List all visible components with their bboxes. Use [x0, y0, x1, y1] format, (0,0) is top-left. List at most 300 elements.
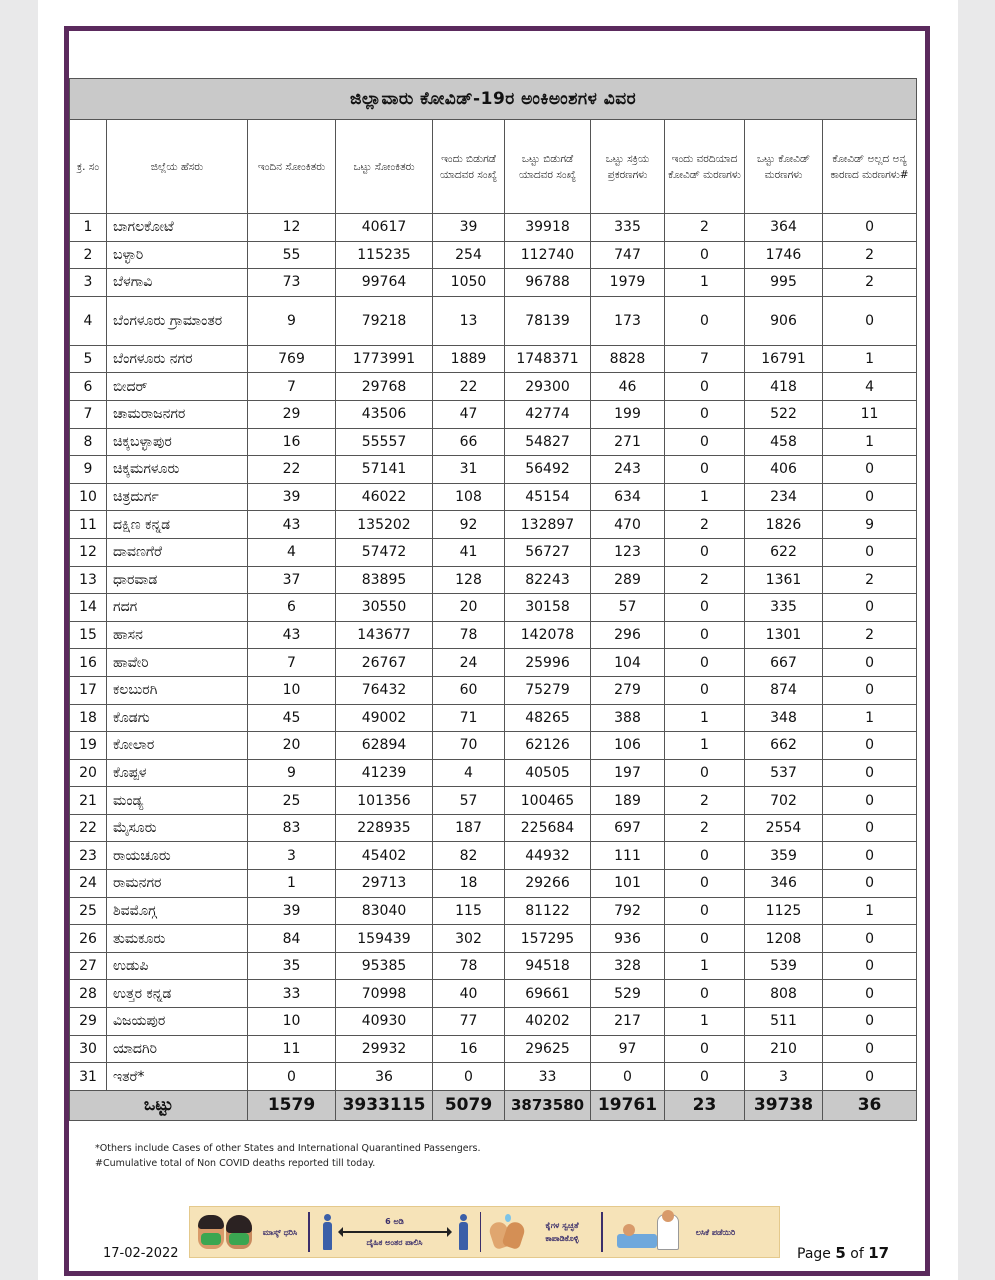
- cell-serial: 26: [70, 925, 107, 953]
- header-total-discharged: ಒಟ್ಟು ಬಿಡುಗಡೆ ಯಾದವರ ಸಂಖ್ಯೆ: [505, 120, 591, 214]
- table-row: [70, 483, 917, 511]
- district-covid-table: [69, 78, 917, 1121]
- cell-total-discharged: 29300: [505, 373, 591, 401]
- cell-today-discharged: 82: [433, 842, 505, 870]
- table-row: [70, 787, 917, 815]
- cell-total-deaths: 335: [745, 594, 823, 622]
- cell-non-covid-deaths: 2: [823, 269, 917, 297]
- table-row: [70, 594, 917, 622]
- cell-today-deaths: 2: [665, 814, 745, 842]
- cell-today-cases: 3: [248, 842, 336, 870]
- cell-today-discharged: 57: [433, 787, 505, 815]
- cell-serial: 2: [70, 241, 107, 269]
- cell-total-cases: 49002: [336, 704, 433, 732]
- cell-total-cases: 40930: [336, 1008, 433, 1036]
- cell-district: ರಾಮನಗರ: [107, 870, 248, 898]
- header-total-deaths: ಒಟ್ಟು ಕೋವಿಡ್ ಮರಣಗಳು: [745, 120, 823, 214]
- cell-total-discharged: 33: [505, 1063, 591, 1091]
- cell-today-cases: 10: [248, 676, 336, 704]
- cell-total-cases: 26767: [336, 649, 433, 677]
- cell-district: ಹಾಸನ: [107, 621, 248, 649]
- cell-today-cases: 10: [248, 1008, 336, 1036]
- distance-segment: [318, 1207, 472, 1257]
- cell-non-covid-deaths: 4: [823, 373, 917, 401]
- cell-today-cases: 35: [248, 952, 336, 980]
- cell-total-deaths: 406: [745, 456, 823, 484]
- cell-serial: 25: [70, 897, 107, 925]
- cell-active-cases: 747: [591, 241, 665, 269]
- cell-total-discharged: 29625: [505, 1035, 591, 1063]
- cell-total-deaths: 1361: [745, 566, 823, 594]
- cell-total-discharged: 40505: [505, 759, 591, 787]
- table-row: [70, 980, 917, 1008]
- cell-today-deaths: 2: [665, 566, 745, 594]
- cell-today-discharged: 31: [433, 456, 505, 484]
- page-total: 17: [868, 1244, 890, 1262]
- cell-non-covid-deaths: 0: [823, 456, 917, 484]
- cell-total-discharged: 69661: [505, 980, 591, 1008]
- page-number: [797, 1244, 889, 1262]
- cell-total-discharged: 48265: [505, 704, 591, 732]
- cell-active-cases: 279: [591, 676, 665, 704]
- cell-total-discharged: 54827: [505, 428, 591, 456]
- cell-today-deaths: 7: [665, 345, 745, 373]
- vaccine-label: ಲಸಿಕೆ ಪಡೆಯಿರಿ: [695, 1227, 736, 1237]
- cell-total-discharged: 1748371: [505, 345, 591, 373]
- cell-today-cases: 83: [248, 814, 336, 842]
- cell-serial: 13: [70, 566, 107, 594]
- table-row: [70, 214, 917, 242]
- cell-district: ಬೆಳಗಾವಿ: [107, 269, 248, 297]
- cell-active-cases: 271: [591, 428, 665, 456]
- cell-district: ದಕ್ಷಿಣ ಕನ್ನಡ: [107, 511, 248, 539]
- cell-district: ಧಾರವಾಡ: [107, 566, 248, 594]
- table-row: [70, 1035, 917, 1063]
- cell-total-cases: 1773991: [336, 345, 433, 373]
- cell-today-deaths: 0: [665, 759, 745, 787]
- cell-non-covid-deaths: 0: [823, 296, 917, 345]
- header-today-discharged: ಇಂದು ಬಿಡುಗಡೆ ಯಾದವರ ಸಂಖ್ಯೆ: [433, 120, 505, 214]
- table-header-row: [70, 120, 917, 214]
- cell-non-covid-deaths: 0: [823, 1035, 917, 1063]
- cell-total-discharged: 42774: [505, 400, 591, 428]
- total-today-deaths: 23: [665, 1090, 745, 1120]
- table-row: [70, 241, 917, 269]
- total-active-cases: 19761: [591, 1090, 665, 1120]
- cell-serial: 19: [70, 732, 107, 760]
- table-row: [70, 925, 917, 953]
- cell-total-deaths: 1746: [745, 241, 823, 269]
- cell-total-deaths: 995: [745, 269, 823, 297]
- cell-district: ಹಾವೇರಿ: [107, 649, 248, 677]
- cell-active-cases: 46: [591, 373, 665, 401]
- cell-today-discharged: 41: [433, 538, 505, 566]
- cell-today-discharged: 39: [433, 214, 505, 242]
- cell-today-deaths: 1: [665, 1008, 745, 1036]
- page-current: 5: [835, 1244, 846, 1262]
- cell-non-covid-deaths: 0: [823, 814, 917, 842]
- cell-non-covid-deaths: 0: [823, 538, 917, 566]
- header-non-covid-deaths: ಕೋವಿಡ್ ಅಲ್ಲದ ಅನ್ಯ ಕಾರಣದ ಮರಣಗಳು#: [823, 120, 917, 214]
- cell-today-deaths: 0: [665, 980, 745, 1008]
- cell-serial: 6: [70, 373, 107, 401]
- cell-serial: 12: [70, 538, 107, 566]
- cell-serial: 17: [70, 676, 107, 704]
- cell-today-discharged: 108: [433, 483, 505, 511]
- cell-total-cases: 101356: [336, 787, 433, 815]
- cell-today-cases: 29: [248, 400, 336, 428]
- cell-total-discharged: 25996: [505, 649, 591, 677]
- cell-non-covid-deaths: 2: [823, 241, 917, 269]
- cell-today-cases: 9: [248, 759, 336, 787]
- cell-district: ಇತರೆ*: [107, 1063, 248, 1091]
- cell-active-cases: 936: [591, 925, 665, 953]
- cell-total-deaths: 3: [745, 1063, 823, 1091]
- cell-total-deaths: 1208: [745, 925, 823, 953]
- cell-active-cases: 217: [591, 1008, 665, 1036]
- cell-today-cases: 1: [248, 870, 336, 898]
- table-row: [70, 842, 917, 870]
- mask-label: ಮಾಸ್ಕ್ ಧರಿಸಿ: [262, 1227, 298, 1237]
- cell-district: ಕೋಲಾರ: [107, 732, 248, 760]
- cell-today-deaths: 0: [665, 594, 745, 622]
- cell-total-deaths: 359: [745, 842, 823, 870]
- cell-active-cases: 197: [591, 759, 665, 787]
- cell-active-cases: 97: [591, 1035, 665, 1063]
- cell-serial: 3: [70, 269, 107, 297]
- cell-today-deaths: 0: [665, 373, 745, 401]
- cell-total-deaths: 667: [745, 649, 823, 677]
- safety-banner: [189, 1206, 780, 1258]
- cell-district: ಬೆಂಗಳೂರು ಗ್ರಾಮಾಂತರ: [107, 296, 248, 345]
- cell-total-cases: 115235: [336, 241, 433, 269]
- total-total-cases: 3933115: [336, 1090, 433, 1120]
- cell-today-deaths: 0: [665, 1063, 745, 1091]
- cell-today-cases: 11: [248, 1035, 336, 1063]
- header-serial: ಕ್ರ. ಸಂ: [70, 120, 107, 214]
- cell-district: ಯಾದಗಿರಿ: [107, 1035, 248, 1063]
- cell-today-discharged: 60: [433, 676, 505, 704]
- cell-total-cases: 62894: [336, 732, 433, 760]
- header-total-cases: ಒಟ್ಟು ಸೋಂಕಿತರು: [336, 120, 433, 214]
- cell-district: ಚಿಕ್ಕಮಗಳೂರು: [107, 456, 248, 484]
- cell-total-discharged: 94518: [505, 952, 591, 980]
- cell-today-cases: 55: [248, 241, 336, 269]
- cell-non-covid-deaths: 0: [823, 483, 917, 511]
- table-row: [70, 428, 917, 456]
- table-row: [70, 649, 917, 677]
- cell-today-discharged: 77: [433, 1008, 505, 1036]
- cell-today-cases: 39: [248, 897, 336, 925]
- cell-non-covid-deaths: 1: [823, 704, 917, 732]
- cell-district: ಚಿತ್ರದುರ್ಗ: [107, 483, 248, 511]
- cell-active-cases: 104: [591, 649, 665, 677]
- cell-total-discharged: 142078: [505, 621, 591, 649]
- cell-today-deaths: 2: [665, 787, 745, 815]
- cell-today-discharged: 22: [433, 373, 505, 401]
- total-today-discharged: 5079: [433, 1090, 505, 1120]
- cell-total-cases: 159439: [336, 925, 433, 953]
- table-row: [70, 566, 917, 594]
- cell-non-covid-deaths: 0: [823, 787, 917, 815]
- cell-today-cases: 43: [248, 511, 336, 539]
- cell-total-cases: 30550: [336, 594, 433, 622]
- cell-total-discharged: 56727: [505, 538, 591, 566]
- cell-today-discharged: 71: [433, 704, 505, 732]
- cell-district: ಉಡುಪಿ: [107, 952, 248, 980]
- cell-total-cases: 45402: [336, 842, 433, 870]
- cell-total-cases: 29932: [336, 1035, 433, 1063]
- cell-today-cases: 12: [248, 214, 336, 242]
- cell-serial: 28: [70, 980, 107, 1008]
- cell-district: ಉತ್ತರ ಕನ್ನಡ: [107, 980, 248, 1008]
- cell-total-discharged: 132897: [505, 511, 591, 539]
- cell-total-discharged: 96788: [505, 269, 591, 297]
- banner-divider: [601, 1212, 603, 1252]
- table-row: [70, 704, 917, 732]
- cell-active-cases: 529: [591, 980, 665, 1008]
- vaccination-icon: [617, 1212, 687, 1252]
- cell-total-discharged: 225684: [505, 814, 591, 842]
- cell-total-cases: 70998: [336, 980, 433, 1008]
- cell-serial: 15: [70, 621, 107, 649]
- cell-serial: 8: [70, 428, 107, 456]
- cell-today-deaths: 0: [665, 428, 745, 456]
- cell-district: ದಾವಣಗೆರೆ: [107, 538, 248, 566]
- cell-today-cases: 0: [248, 1063, 336, 1091]
- cell-non-covid-deaths: 0: [823, 1008, 917, 1036]
- cell-total-discharged: 81122: [505, 897, 591, 925]
- distance-top-label: 6 ಅಡಿ: [385, 1217, 404, 1226]
- masked-man-icon: [198, 1215, 224, 1249]
- total-non-covid-deaths: 36: [823, 1090, 917, 1120]
- cell-non-covid-deaths: 0: [823, 759, 917, 787]
- cell-total-deaths: 346: [745, 870, 823, 898]
- cell-today-cases: 37: [248, 566, 336, 594]
- table-row: [70, 400, 917, 428]
- cell-active-cases: 328: [591, 952, 665, 980]
- cell-total-deaths: 622: [745, 538, 823, 566]
- cell-today-deaths: 0: [665, 538, 745, 566]
- cell-non-covid-deaths: 2: [823, 621, 917, 649]
- cell-total-discharged: 78139: [505, 296, 591, 345]
- cell-active-cases: 296: [591, 621, 665, 649]
- table-row: [70, 870, 917, 898]
- cell-district: ಚಿಕ್ಕಬಳ್ಳಾಪುರ: [107, 428, 248, 456]
- cell-today-deaths: 0: [665, 897, 745, 925]
- cell-serial: 11: [70, 511, 107, 539]
- table-row: [70, 676, 917, 704]
- cell-today-deaths: 1: [665, 269, 745, 297]
- cell-total-cases: 83895: [336, 566, 433, 594]
- cell-today-cases: 25: [248, 787, 336, 815]
- cell-total-discharged: 82243: [505, 566, 591, 594]
- cell-non-covid-deaths: 0: [823, 952, 917, 980]
- cell-active-cases: 101: [591, 870, 665, 898]
- vaccine-segment: [611, 1207, 739, 1257]
- table-body: [70, 214, 917, 1091]
- table-title: ಜಿಲ್ಲಾವಾರು ಕೋವಿಡ್-19ರ ಅಂಕಿಅಂಶಗಳ ವಿವರ: [70, 79, 917, 120]
- total-total-discharged: 3873580: [505, 1090, 591, 1120]
- cell-total-deaths: 458: [745, 428, 823, 456]
- cell-today-cases: 43: [248, 621, 336, 649]
- footnote-non-covid: #Cumulative total of Non COVID deaths reported till today.: [95, 1158, 376, 1169]
- cell-serial: 24: [70, 870, 107, 898]
- cell-district: ತುಮಕೂರು: [107, 925, 248, 953]
- total-today-cases: 1579: [248, 1090, 336, 1120]
- cell-district: ಕೊಪ್ಪಳ: [107, 759, 248, 787]
- table-row: [70, 538, 917, 566]
- cell-serial: 7: [70, 400, 107, 428]
- cell-today-deaths: 2: [665, 214, 745, 242]
- cell-today-deaths: 0: [665, 456, 745, 484]
- cell-district: ಮೈಸೂರು: [107, 814, 248, 842]
- cell-today-deaths: 1: [665, 704, 745, 732]
- cell-today-discharged: 78: [433, 952, 505, 980]
- cell-non-covid-deaths: 0: [823, 842, 917, 870]
- cell-serial: 1: [70, 214, 107, 242]
- cell-non-covid-deaths: 0: [823, 732, 917, 760]
- cell-total-discharged: 157295: [505, 925, 591, 953]
- cell-total-deaths: 210: [745, 1035, 823, 1063]
- cell-today-discharged: 302: [433, 925, 505, 953]
- cell-today-cases: 769: [248, 345, 336, 373]
- cell-active-cases: 792: [591, 897, 665, 925]
- cell-today-cases: 33: [248, 980, 336, 1008]
- table-row: [70, 345, 917, 373]
- cell-today-discharged: 78: [433, 621, 505, 649]
- cell-total-deaths: 1826: [745, 511, 823, 539]
- cell-non-covid-deaths: 0: [823, 676, 917, 704]
- cell-today-discharged: 187: [433, 814, 505, 842]
- page-of: of: [850, 1246, 864, 1262]
- cell-today-discharged: 16: [433, 1035, 505, 1063]
- cell-district: ವಿಜಯಪುರ: [107, 1008, 248, 1036]
- cell-total-deaths: 537: [745, 759, 823, 787]
- cell-serial: 23: [70, 842, 107, 870]
- header-today-cases: ಇಂದಿನ ಸೋಂಕಿತರು: [248, 120, 336, 214]
- cell-active-cases: 123: [591, 538, 665, 566]
- cell-non-covid-deaths: 0: [823, 1063, 917, 1091]
- cell-total-deaths: 702: [745, 787, 823, 815]
- cell-active-cases: 106: [591, 732, 665, 760]
- total-label: ಒಟ್ಟು: [70, 1090, 248, 1120]
- cell-today-deaths: 1: [665, 483, 745, 511]
- cell-total-cases: 83040: [336, 897, 433, 925]
- footnotes: [95, 1141, 481, 1171]
- cell-today-discharged: 92: [433, 511, 505, 539]
- cell-active-cases: 335: [591, 214, 665, 242]
- hands-label: ಕೈಗಳ ಸ್ವಚ್ಛತೆ ಕಾಪಾಡಿಕೊಳ್ಳಿ: [545, 1221, 579, 1243]
- cell-today-discharged: 70: [433, 732, 505, 760]
- cell-total-cases: 36: [336, 1063, 433, 1091]
- table-row: [70, 373, 917, 401]
- masked-woman-icon: [226, 1215, 252, 1249]
- cell-non-covid-deaths: 1: [823, 428, 917, 456]
- cell-today-discharged: 1050: [433, 269, 505, 297]
- cell-active-cases: 634: [591, 483, 665, 511]
- cell-today-cases: 6: [248, 594, 336, 622]
- distance-arrow-group: [336, 1215, 454, 1249]
- person-left-icon: [322, 1214, 332, 1250]
- hands-segment: [489, 1207, 593, 1257]
- cell-district: ಬೆಂಗಳೂರು ನಗರ: [107, 345, 248, 373]
- cell-total-deaths: 662: [745, 732, 823, 760]
- cell-today-deaths: 0: [665, 621, 745, 649]
- cell-today-cases: 39: [248, 483, 336, 511]
- header-today-deaths: ಇಂದು ವರದಿಯಾದ ಕೋವಿಡ್ ಮರಣಗಳು: [665, 120, 745, 214]
- cell-total-deaths: 16791: [745, 345, 823, 373]
- cell-today-deaths: 0: [665, 870, 745, 898]
- person-right-icon: [458, 1214, 468, 1250]
- cell-total-deaths: 364: [745, 214, 823, 242]
- cell-district: ಚಾಮರಾಜನಗರ: [107, 400, 248, 428]
- table-row: [70, 732, 917, 760]
- cell-district: ರಾಯಚೂರು: [107, 842, 248, 870]
- cell-serial: 30: [70, 1035, 107, 1063]
- cell-today-cases: 84: [248, 925, 336, 953]
- cell-today-cases: 7: [248, 373, 336, 401]
- cell-total-discharged: 39918: [505, 214, 591, 242]
- cell-today-deaths: 0: [665, 676, 745, 704]
- cell-serial: 21: [70, 787, 107, 815]
- cell-today-discharged: 115: [433, 897, 505, 925]
- cell-total-cases: 95385: [336, 952, 433, 980]
- cell-serial: 29: [70, 1008, 107, 1036]
- cell-today-deaths: 2: [665, 511, 745, 539]
- cell-today-cases: 7: [248, 649, 336, 677]
- cell-non-covid-deaths: 0: [823, 980, 917, 1008]
- cell-total-deaths: 874: [745, 676, 823, 704]
- cell-total-deaths: 522: [745, 400, 823, 428]
- cell-total-deaths: 1125: [745, 897, 823, 925]
- cell-total-cases: 135202: [336, 511, 433, 539]
- cell-total-deaths: 906: [745, 296, 823, 345]
- cell-today-deaths: 0: [665, 649, 745, 677]
- cell-serial: 5: [70, 345, 107, 373]
- cell-non-covid-deaths: 0: [823, 925, 917, 953]
- report-date: 17-02-2022: [103, 1246, 179, 1261]
- cell-active-cases: 173: [591, 296, 665, 345]
- cell-total-deaths: 1301: [745, 621, 823, 649]
- double-arrow-icon: [340, 1231, 450, 1233]
- cell-today-deaths: 0: [665, 1035, 745, 1063]
- cell-district: ಬಾಗಲಕೋಟೆ: [107, 214, 248, 242]
- cell-today-discharged: 128: [433, 566, 505, 594]
- cell-active-cases: 111: [591, 842, 665, 870]
- table-row: [70, 897, 917, 925]
- cell-total-deaths: 2554: [745, 814, 823, 842]
- cell-today-cases: 73: [248, 269, 336, 297]
- cell-today-cases: 16: [248, 428, 336, 456]
- cell-active-cases: 57: [591, 594, 665, 622]
- cell-serial: 27: [70, 952, 107, 980]
- banner-divider: [308, 1212, 310, 1252]
- cell-active-cases: 199: [591, 400, 665, 428]
- cell-active-cases: 470: [591, 511, 665, 539]
- cell-today-discharged: 24: [433, 649, 505, 677]
- distance-bottom-label: ದೈಹಿಕ ಅಂತರ ಪಾಲಿಸಿ: [366, 1238, 423, 1247]
- cell-today-cases: 20: [248, 732, 336, 760]
- cell-total-discharged: 56492: [505, 456, 591, 484]
- cell-today-cases: 22: [248, 456, 336, 484]
- table-row: [70, 621, 917, 649]
- cell-serial: 4: [70, 296, 107, 345]
- banner-divider: [480, 1212, 482, 1252]
- cell-active-cases: 1979: [591, 269, 665, 297]
- cell-non-covid-deaths: 9: [823, 511, 917, 539]
- page-prefix: Page: [797, 1246, 831, 1262]
